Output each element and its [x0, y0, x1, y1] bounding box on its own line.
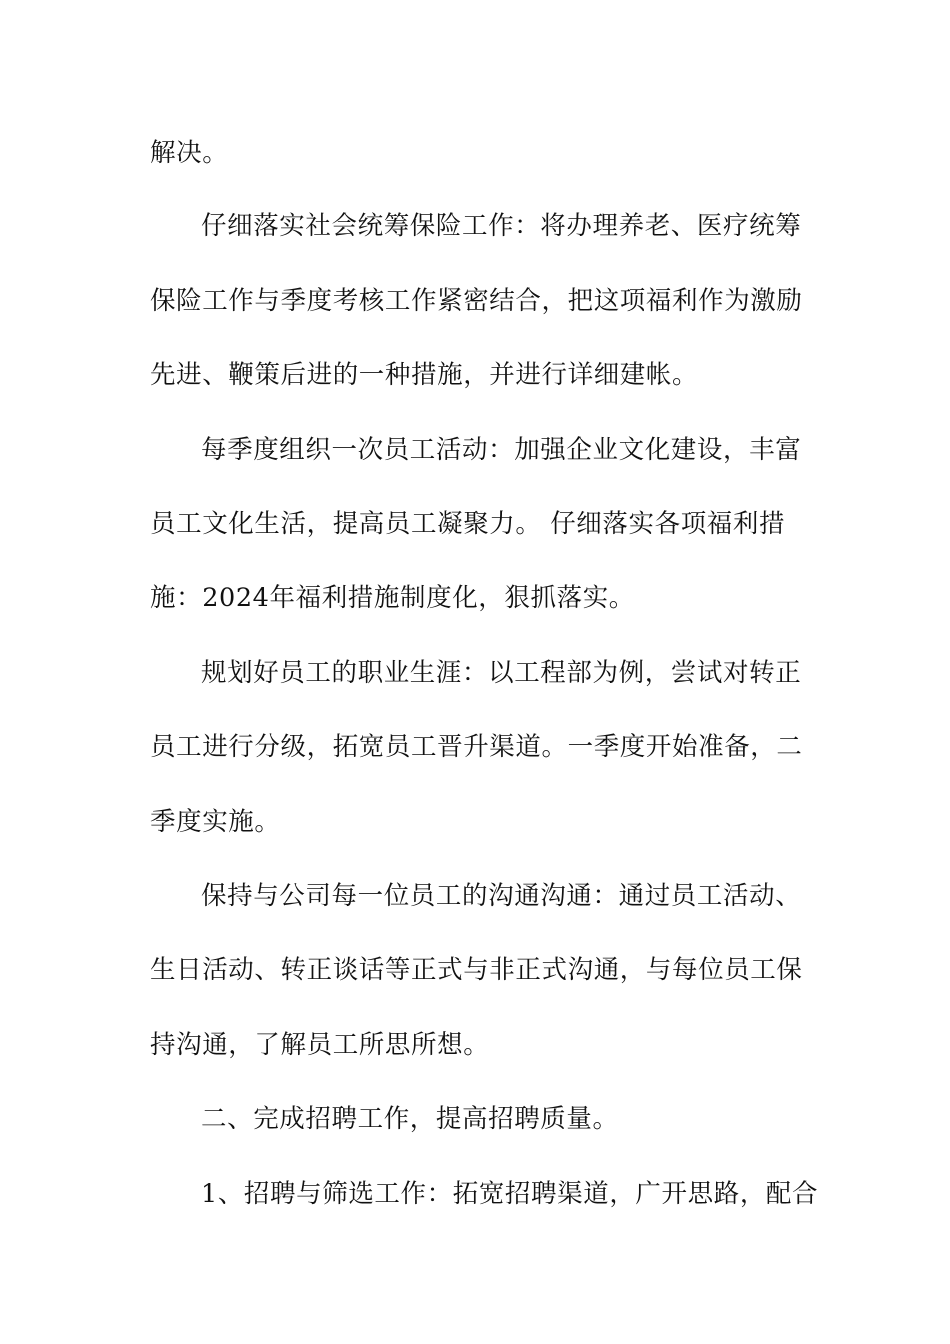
text-line: 解决。 [150, 138, 229, 168]
text-line: 二、完成招聘工作，提高招聘质量。 [201, 1104, 619, 1134]
text-line: 先进、鞭策后进的一种措施，并进行详细建帐。 [150, 360, 699, 390]
text-line: 员工文化生活，提高员工凝聚力。 仔细落实各项福利措 [150, 509, 786, 539]
text-line: 仔细落实社会统筹保险工作：将办理养老、医疗统筹 [201, 211, 802, 241]
text-line: 保持与公司每一位员工的沟通沟通：通过员工活动、 [201, 881, 802, 911]
text-line: 生日活动、转正谈话等正式与非正式沟通，与每位员工保 [150, 955, 803, 985]
text-line: 员工进行分级，拓宽员工晋升渠道。一季度开始准备，二 [150, 732, 803, 762]
text-line: 持沟通，了解员工所思所想。 [150, 1030, 490, 1060]
text-line: 每季度组织一次员工活动：加强企业文化建设，丰富 [201, 435, 802, 465]
text-line: 施：2024年福利措施制度化，狠抓落实。 [150, 583, 635, 613]
text-line: 季度实施。 [150, 807, 281, 837]
text-line: 保险工作与季度考核工作紧密结合，把这项福利作为激励 [150, 286, 803, 316]
text-line: 1、招聘与筛选工作：拓宽招聘渠道，广开思路，配合 [201, 1179, 819, 1209]
text-line: 规划好员工的职业生涯：以工程部为例，尝试对转正 [201, 658, 802, 688]
